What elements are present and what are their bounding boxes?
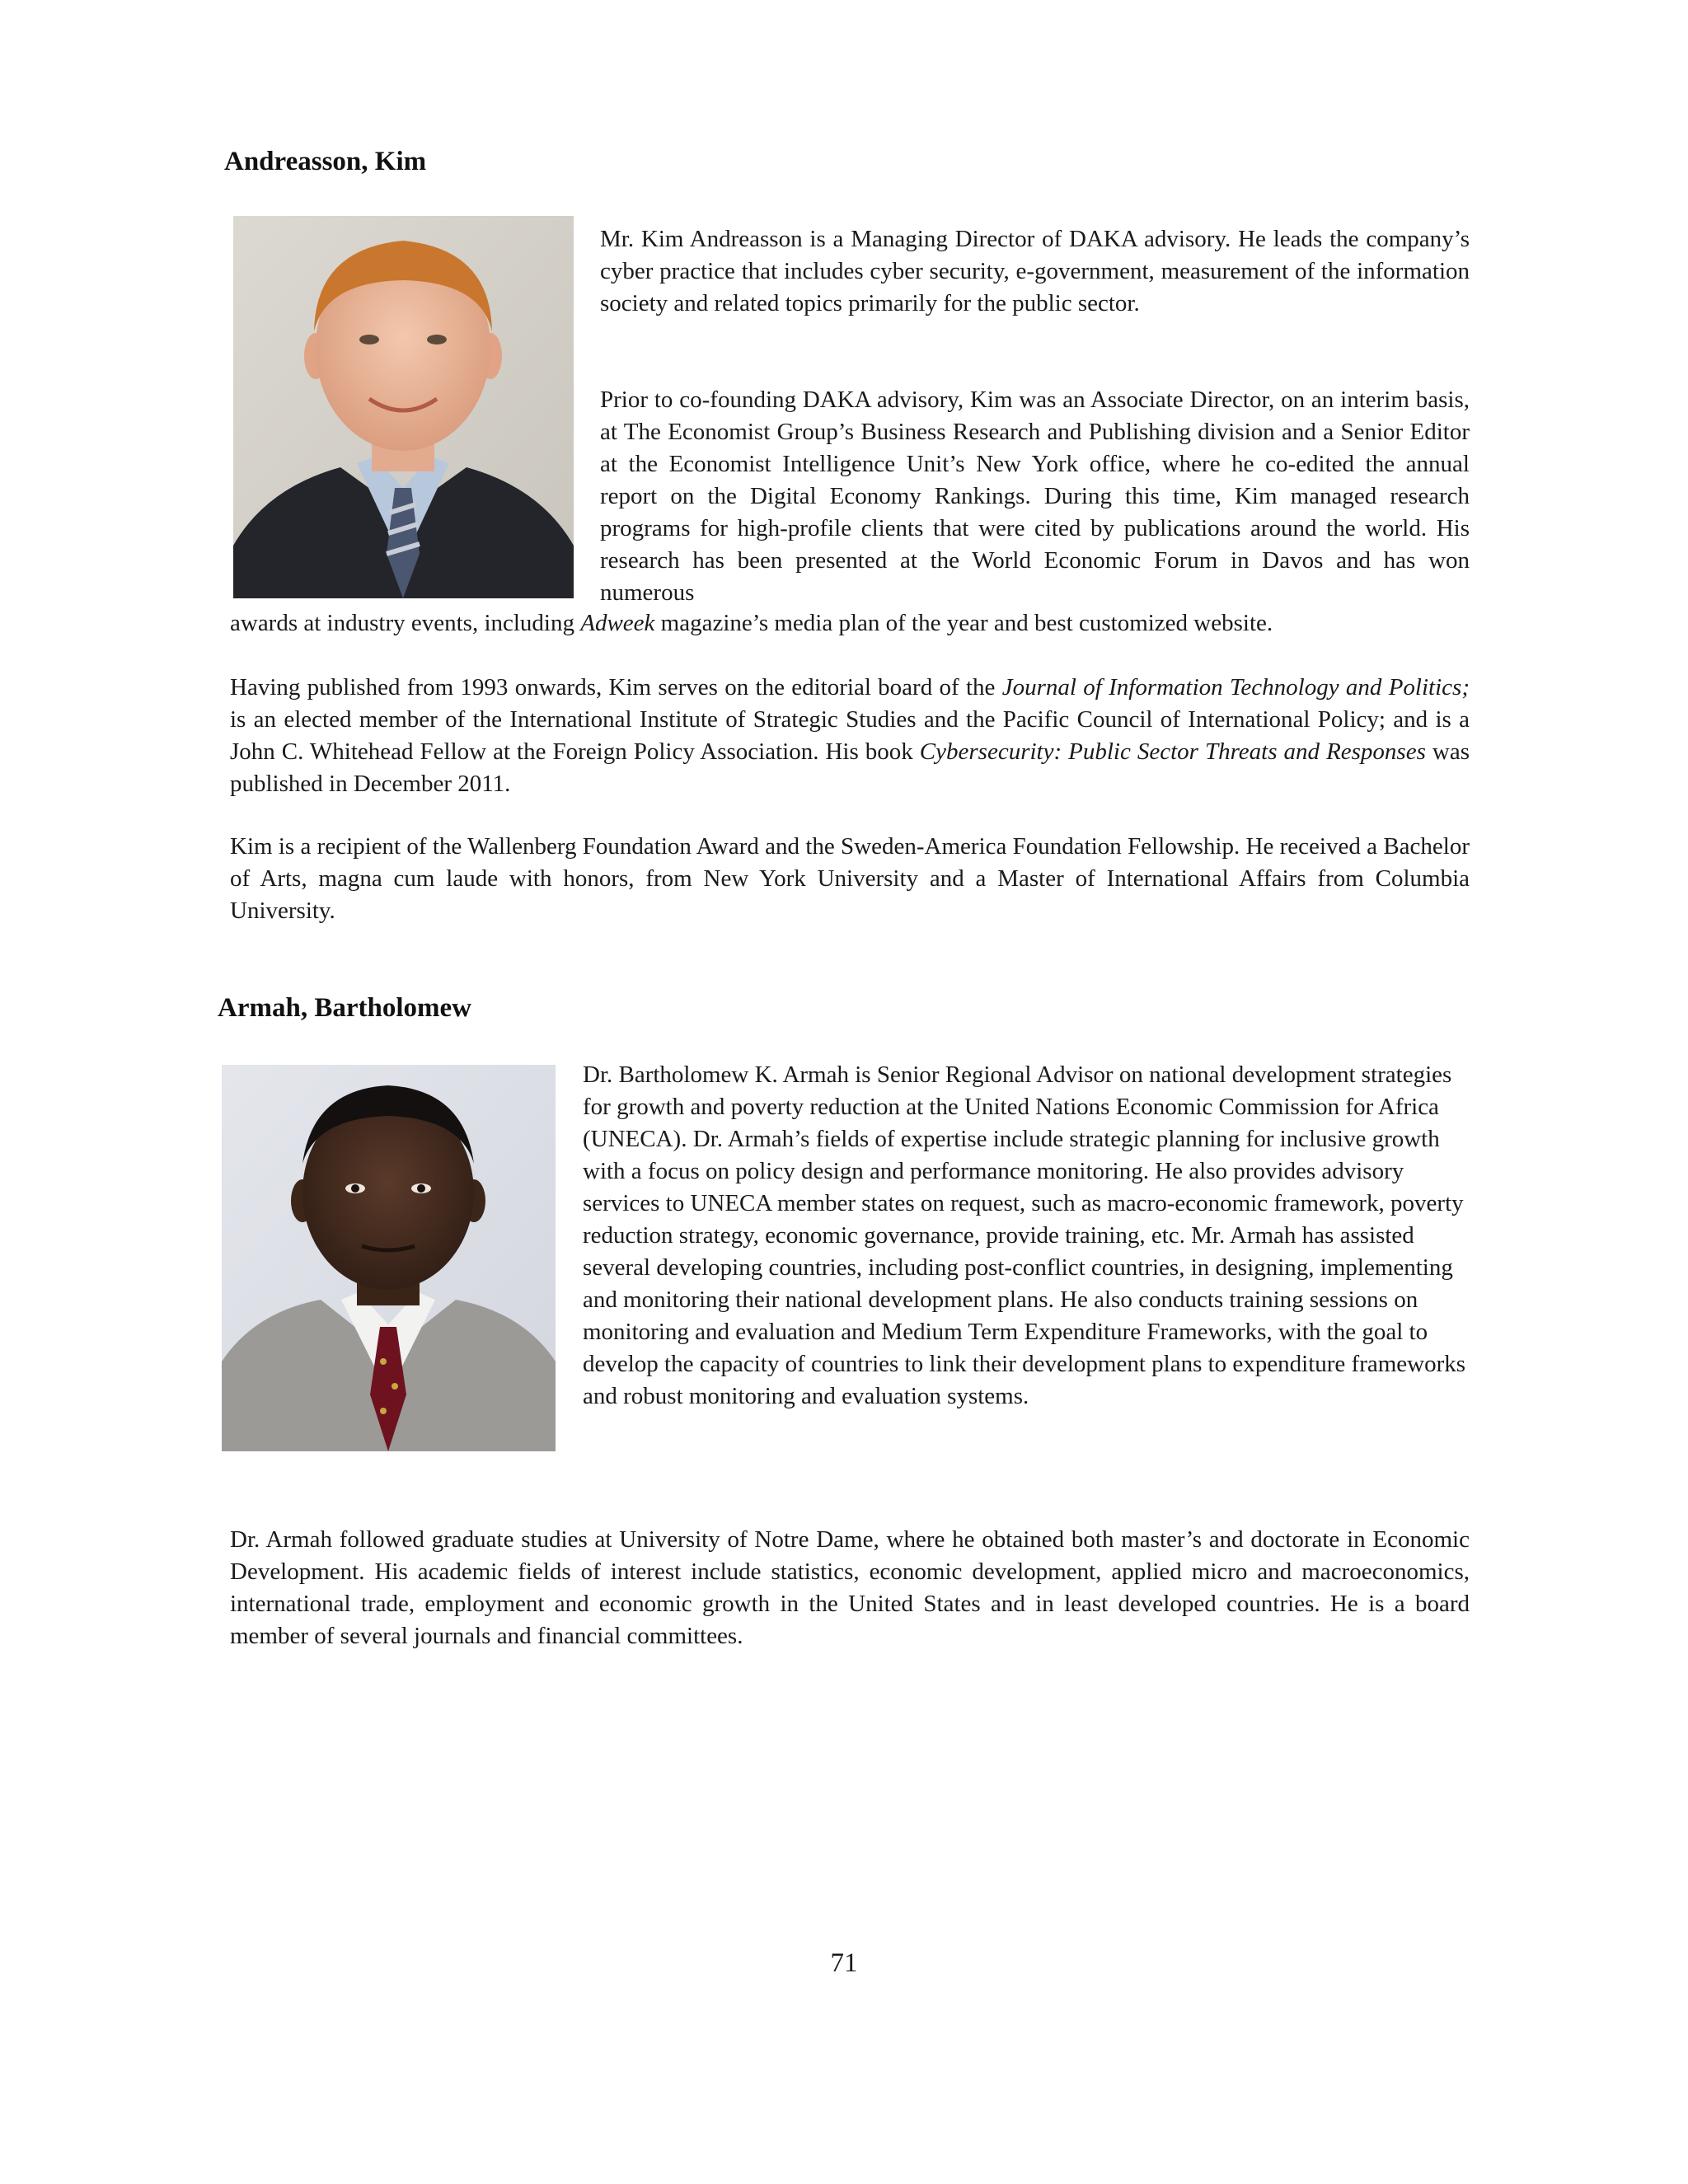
bio-andreasson-paragraph-2-continued xyxy=(230,607,1470,640)
bio-heading-andreasson: Andreasson, Kim xyxy=(224,147,427,176)
bio-heading-armah: Armah, Bartholomew xyxy=(218,993,471,1023)
portrait-photo-armah xyxy=(222,1065,556,1451)
bio-andreasson-paragraph-2-wrapped: Prior to co-founding DAKA advisory, Kim was an Associate Director, on an interim basis, at The Economist Group’s Business Research and Publishing division and a Senior Editor at the Economist Intelligence Unit’s New York office, where he co-edited the annual report on the Digital Economy Rankings. During this time, Kim managed research programs for high-profile clients that were cited by publications around the world. His research has been presented at the World Economic Forum in Davos and has won numerous xyxy=(600,387,1470,606)
bio-andreasson-paragraph-3 xyxy=(230,672,1470,800)
bio-andreasson-intro: Mr. Kim Andreasson is a Managing Director of DAKA advisory. He leads the company’s cyber practice that includes cyber security, e-government, measurement of the information society and related topics primarily for the public sector. xyxy=(600,226,1470,316)
p3-text-c: was published in December 2011. xyxy=(230,738,1470,797)
portrait-photo-andreasson xyxy=(233,216,574,598)
p2-text-after: magazine’s media plan of the year and best customized website. xyxy=(654,610,1273,636)
p2-italic-adweek: Adweek xyxy=(580,610,655,636)
p3-italic-book: Cybersecurity: Public Sector Threats and Responses xyxy=(919,738,1426,765)
bio-andreasson-paragraph-4: Kim is a recipient of the Wallenberg Foundation Award and the Sweden-America Foundation Fellowship. He received a Bachelor of Arts, magna cum laude with honors, from New York University and a Master of International Affairs from Columbia University. xyxy=(230,833,1470,924)
bio-armah-paragraph-2: Dr. Armah followed graduate studies at University of Notre Dame, where he obtained both master’s and doctorate in Economic Development. His academic fields of interest include statistics, economic development, applied micro and macroeconomics, international trade, employment and economic growth in the United States and in least developed countries. He is a board member of several journals and financial committees. xyxy=(230,1526,1470,1649)
p2-text-before: awards at industry events, including xyxy=(230,610,581,636)
bio-armah-intro: Dr. Bartholomew K. Armah is Senior Regional Advisor on national development strategies for growth and poverty reduction at the United Nations Economic Commission for Africa (UNECA). Dr. Armah’s fields of expertise include strategic planning for inclusive growth with a focus on policy design and performance monitoring. He also provides advisory services to UNECA member states on request, such as macro-economic framework, poverty reduction strategy, economic governance, provide training, etc. Mr. Armah has assisted several developing countries, including post-conflict countries, in designing, implementing and monitoring their national development plans. He also conducts training sessions on monitoring and evaluation and Medium Term Expenditure Frameworks, with the goal to develop the capacity of countries to link their development plans to expenditure frameworks and robust monitoring and evaluation systems. xyxy=(583,1062,1466,1409)
p3-text-a: Having published from 1993 onwards, Kim serves on the editorial board of the xyxy=(230,674,1002,701)
p3-italic-journal: Journal of Information Technology and Politics; xyxy=(1001,674,1470,701)
p3-text-b: is an elected member of the International Institute of Strategic Studies and the Pacific Council of International Policy; and is a John C. Whitehead Fellow at the Foreign Policy Association. His book xyxy=(230,706,1470,765)
page-number: 71 xyxy=(830,1948,858,1978)
